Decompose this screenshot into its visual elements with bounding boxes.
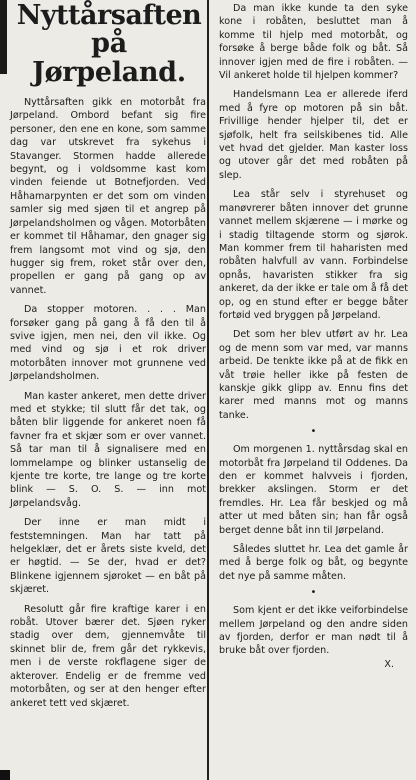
headline-line-1: Nyttårsaften [16,0,202,31]
article-headline [12,2,206,87]
right-body [219,2,408,671]
paragraph: Resolutt går fire kraftige karer i en robåt. Utover bærer det. Sjøen ryker stadig over dem, gjennemvåte til skinnet blir de, frem går det rykkevis, men i de verste rokflagene siger de akterover. Endelig er de fremme ved motorbåten, og ser at den henger efter ankeret tett ved skjæret. [10,603,206,709]
paragraph: Da stopper motoren. . . . Man forsøker gang på gang å få den til å svive igjen, men nei, den vil ikke. Og med vind og sjø i et rok driver motorbåten innover mot grunnene ved Jørpelandsholmen. [10,304,206,383]
separator-dot: • [310,426,317,438]
left-body [10,96,206,710]
paragraph: Man kaster ankeret, men dette driver med et stykke; til slutt får det tak, og båten blir liggende for ankeret noen få favner fra et skjær som er over vannet. Så tar man til å signalisere med en lommelampe og blinker ustanselig de kjente tre korte, tre lange og tre korte blink — S. O. S. — inn mot Jørpelandsvåg. [10,390,206,509]
paragraph: Nyttårsaften gikk en motorbåt fra Jørpeland. Ombord befant sig fire personer, den ene en kone, som samme dag var utskrevet fra sykehus i Stavanger. Stormen hadde allerede begynt, og i voldsomme kast kom vinden feiende ut Botnefjorden. Ved Håhamarpynten er det som om vinden samler sig med sjøen til et angrep på Jørpelandsholmen og vågen. Motorbåten er kommet til Håhamar, den gnager sig frem langsomt mot vind og sjø, den hugger sig frem, roket står over den, propellen er gang på gang op av vannet. [10,97,206,296]
paragraph: Da man ikke kunde ta den syke kone i robåten, besluttet man å komme til hjelp med motorbåt, og forsøke å berge både folk og båt. Så innover igjen med de fire i robåten. — Vil ankeret holde til hjelpen kommer? [219,3,408,82]
paragraph: Lea står selv i styrehuset og manøvrerer båten innover det grunne vannet mellem skjærene — i mørke og i stadig tiltagende storm og sjørok. Man kommer frem til haharisten med robåten halvfull av vann. Forbindelse opnås, havaristen stikker fra sig ankeret, da der ikke er tale om å få det op, og en stund efter er begge båter fortøid ved bryggen på Jørpeland. [219,189,408,321]
corner-mark [0,770,10,780]
separator-dot: • [310,587,317,599]
signature: X. [384,658,394,670]
paragraph: Om morgenen 1. nyttårsdag skal en motorbåt fra Jørpeland til Oddenes. Da den er kommet halvveis i fjorden, brekker akslingen. Storm er det fremdles. Hr. Lea får beskjed og må atter ut med båten sin; han får også berget denne båt inn til Jørpeland. [219,444,408,536]
paragraph: Handelsmann Lea er allerede iferd med å fyre op motoren på sin båt. Frivillige hender hjelper til, det er sjøfolk, helt fra seilskibenes tid. Alle vet hvad det gjelder. Man kaster loss og utover går det med robåten på slep. [219,89,408,181]
left-column [0,0,210,710]
paragraph: Der inne er man midt i feststemningen. Man har tatt på helgeklær, det er årets siste kveld, det er høgtid. — Se der, hvad er det? Blinkene igjennem sjøroket — en båt på skjæret. [10,517,206,596]
paragraph: Som kjent er det ikke veiforbindelse mellem Jørpeland og den andre siden av fjorden, derfor er man nødt til å bruke båt over fjorden. [219,605,408,657]
right-column [211,0,416,671]
paragraph: Det som her blev utført av hr. Lea og de menn som var med, var manns arbeid. De tenkte ikke på at de fikk en våt trøie heller ikke på festen de kanskje gikk glipp av. Ennu fins det karer med manns mot og manns tanke. [219,329,408,421]
paragraph: Således sluttet hr. Lea det gamle år med å berge folk og båt, og begynte det nye på samme måten. [219,544,408,582]
headline-line-2: på Jørpeland. [32,28,186,88]
